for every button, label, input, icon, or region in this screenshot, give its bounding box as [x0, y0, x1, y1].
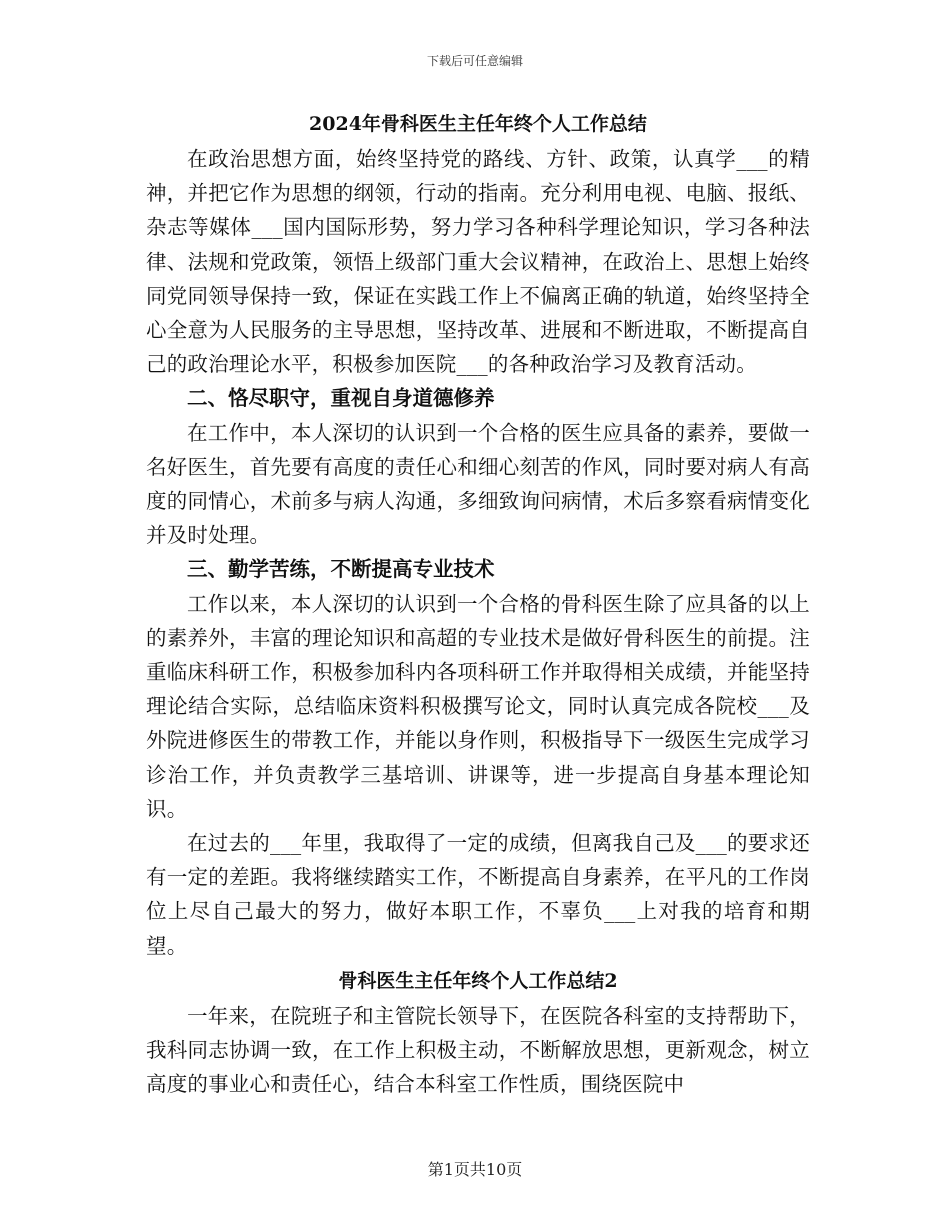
section-heading-skills: 三、勤学苦练，不断提高专业技术	[187, 557, 495, 582]
paragraph-ethics: 在工作中，本人深切的认识到一个合格的医生应具备的素养，要做一名好医生，首先要有高度的责任心和细心刻苦的作风，同时要对病人有高度的同情心，术前多与病人沟通，多细致询问病情，术后多察看病情变化并及时处理。	[146, 420, 810, 548]
paragraph-political: 在政治思想方面，始终坚持党的路线、方针、政策，认真学___的精神，并把它作为思想的纲领，行动的指南。充分利用电视、电脑、报纸、杂志等媒体___国内国际形势，努力学习各种科学理论知识，学习各种法律、法规和党政策，领悟上级部门重大会议精神，在政治上、思想上始终同党同领导保持一致，保证在实践工作上不偏离正确的轨道，始终坚持全心全意为人民服务的主导思想，坚持改革、进展和不断进取，不断提高自己的政治理论水平，积极参加医院___的各种政治学习及教育活动。	[146, 147, 810, 377]
document-body	[146, 106, 810, 1101]
page-header-note: 下载后可任意编辑	[426, 54, 523, 68]
paragraph-summary-2: 一年来，在院班子和主管院长领导下，在医院各科室的支持帮助下，我科同志协调一致，在工作上积极主动，不断解放思想，更新观念，树立高度的事业心和责任心，结合本科室工作性质，围绕医院中	[146, 1003, 810, 1097]
paragraph-skills: 工作以来，本人深切的认识到一个合格的骨科医生除了应具备的以上的素养外，丰富的理论知识和高超的专业技术是做好骨科医生的前提。注重临床科研工作，积极参加科内各项科研工作并取得相关成绩，并能坚持理论结合实际，总结临床资料积极撰写论文，同时认真完成各院校___及外院进修医生的带教工作，并能以身作则，积极指导下一级医生完成学习诊治工作，并负责教学三基培训、讲课等，进一步提高自身基本理论知识。	[146, 591, 810, 821]
section-heading-ethics: 二、恪尽职守，重视自身道德修养	[187, 386, 495, 411]
page-number: 第1页共10页	[427, 1160, 523, 1179]
document-title-2: 骨科医生主任年终个人工作总结2	[338, 969, 618, 992]
document-title: 2024年骨科医生主任年终个人工作总结	[309, 113, 647, 135]
paragraph-closing: 在过去的___年里，我取得了一定的成绩，但离我自己及___的要求还有一定的差距。我将继续踏实工作，不断提高自身素养，在平凡的工作岗位上尽自己最大的努力，做好本职工作，不辜负___上对我的培育和期望。	[146, 831, 810, 958]
